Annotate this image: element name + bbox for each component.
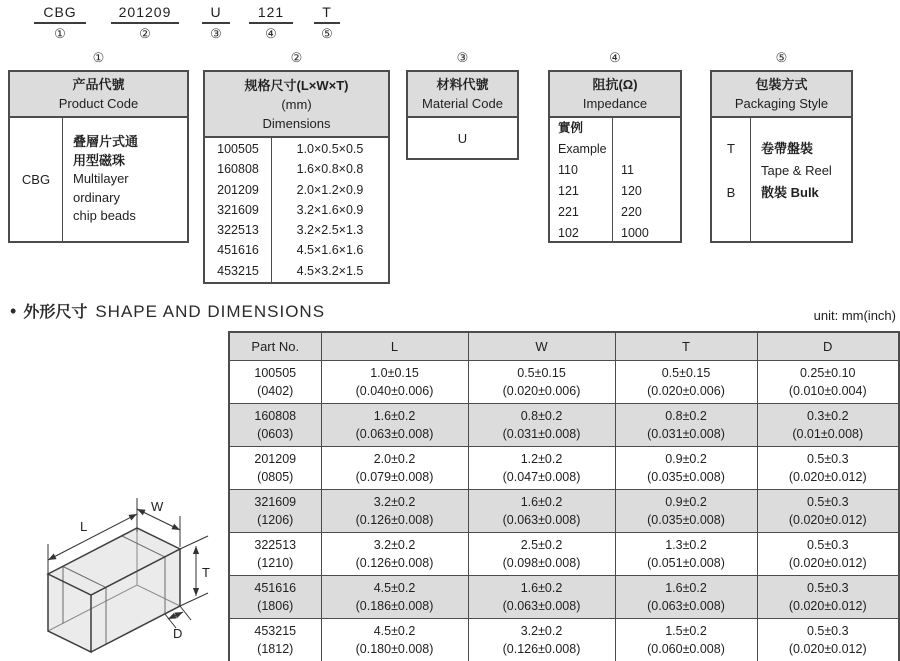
product-code-box	[8, 70, 189, 243]
header-zh: 包裝方式	[755, 77, 808, 92]
spacer	[712, 160, 750, 182]
impedance-code: 121	[558, 184, 579, 198]
impedance-value: 220	[621, 205, 642, 219]
size-code: 453215	[217, 263, 259, 278]
w-cell	[468, 533, 615, 576]
w-cell	[468, 404, 615, 447]
impedance-value: 1000	[621, 226, 649, 240]
part-no-cell	[229, 361, 321, 404]
l-inch: (0.126±0.008)	[355, 513, 434, 527]
code-part-impedance	[249, 4, 293, 42]
section-title-zh: 外形尺寸	[23, 304, 88, 321]
section-title	[10, 299, 325, 322]
dim-label-l: L	[80, 519, 88, 534]
table-row-201209	[229, 447, 899, 490]
desc-line: ordinary	[73, 189, 120, 205]
col-header-part-no: Part No.	[229, 332, 321, 361]
part-no-cell	[229, 404, 321, 447]
bullet-icon: •	[10, 301, 17, 321]
table-row-453215	[229, 619, 899, 661]
unit-note: unit: mm(inch)	[813, 308, 896, 323]
l-cell	[321, 404, 468, 447]
part-no: 321609	[254, 495, 297, 509]
spacer	[613, 118, 680, 139]
impedance-header	[550, 72, 680, 118]
t-inch: (0.063±0.008)	[647, 599, 725, 613]
t-cell	[615, 404, 757, 447]
packaging-code-t: T	[727, 141, 735, 156]
t-inch: (0.060±0.008)	[647, 642, 725, 656]
dim-label-w: W	[151, 499, 164, 514]
w-inch: (0.031±0.008)	[502, 427, 581, 441]
d-cell	[757, 619, 899, 661]
l-inch: (0.186±0.008)	[355, 599, 434, 613]
l-inch: (0.180±0.008)	[355, 642, 434, 656]
size-value: 1.0×0.5×0.5	[296, 141, 364, 156]
t-mm: 0.9±0.2	[665, 452, 707, 466]
table-row-100505	[229, 361, 899, 404]
example-label-zh: 實例	[558, 121, 584, 135]
d-inch: (0.020±0.012)	[788, 599, 867, 613]
l-cell	[321, 490, 468, 533]
product-code-header	[10, 72, 187, 118]
table-row-160808	[229, 404, 899, 447]
part-no-inch: (0603)	[257, 427, 294, 441]
header-zh: 规格尺寸(L×W×T)	[244, 77, 349, 93]
header-zh: 产品代號	[72, 77, 125, 92]
table-row-322513	[229, 533, 899, 576]
box-number-5: ⑤	[775, 50, 788, 65]
size-code: 160808	[217, 162, 259, 177]
shape-dimensions-table	[228, 331, 900, 661]
d-mm: 0.3±0.2	[806, 409, 849, 423]
part-no-inch: (0805)	[257, 470, 294, 484]
l-mm: 4.5±0.2	[373, 624, 416, 638]
size-code: 451616	[217, 243, 259, 258]
size-value-column	[272, 138, 388, 282]
part-no-inch: (0402)	[257, 384, 294, 398]
code-part-packaging	[314, 4, 340, 42]
impedance-code: 102	[558, 226, 579, 240]
t-cell	[615, 490, 757, 533]
w-cell	[468, 361, 615, 404]
impedance-code-column	[550, 118, 613, 241]
box-number-2: ②	[290, 50, 303, 65]
part-no-cell	[229, 447, 321, 490]
l-inch: (0.040±0.006)	[355, 384, 434, 398]
dim-label-t: T	[202, 565, 210, 580]
part-no-inch: (1206)	[257, 513, 294, 527]
box-number-3: ③	[456, 50, 469, 65]
w-inch: (0.020±0.006)	[502, 384, 581, 398]
desc-line: chip beads	[73, 208, 136, 223]
packaging-box	[710, 70, 853, 243]
d-inch: (0.010±0.004)	[788, 384, 867, 398]
col-header-w: W	[468, 332, 615, 361]
size-code: 321609	[217, 202, 259, 217]
size-code: 100505	[217, 141, 259, 156]
material-code-header	[408, 72, 517, 118]
code-part-material	[202, 4, 230, 42]
material-code-box	[406, 70, 519, 160]
l-inch: (0.079±0.008)	[355, 470, 434, 484]
t-inch: (0.020±0.006)	[647, 384, 725, 398]
d-cell	[757, 576, 899, 619]
t-cell	[615, 447, 757, 490]
table-header-row	[229, 332, 899, 361]
w-inch: (0.047±0.008)	[502, 470, 581, 484]
impedance-code: 221	[558, 205, 579, 219]
l-cell	[321, 533, 468, 576]
part-no: 201209	[254, 452, 297, 466]
header-zh: 材料代號	[436, 77, 489, 92]
size-code: 322513	[217, 223, 259, 238]
size-value: 4.5×1.6×1.6	[296, 243, 364, 258]
w-mm: 1.6±0.2	[520, 495, 563, 509]
t-inch: (0.035±0.008)	[647, 470, 725, 484]
chip-bead-diagram	[12, 486, 222, 658]
header-en: Dimensions	[262, 115, 331, 131]
d-mm: 0.5±0.3	[806, 624, 849, 638]
d-cell	[757, 404, 899, 447]
impedance-value: 120	[621, 184, 642, 198]
code-circled-number: ②	[139, 26, 151, 41]
t-mm: 0.8±0.2	[665, 409, 707, 423]
col-header-l: L	[321, 332, 468, 361]
table-row-321609	[229, 490, 899, 533]
desc-line: Multilayer	[73, 171, 129, 186]
w-cell	[468, 619, 615, 661]
impedance-box	[548, 70, 682, 243]
dimensions-box	[203, 70, 390, 284]
spacer	[613, 139, 680, 160]
l-cell	[321, 361, 468, 404]
dim-label-d: D	[173, 626, 183, 641]
w-cell	[468, 447, 615, 490]
l-mm: 3.2±0.2	[373, 495, 416, 509]
w-cell	[468, 490, 615, 533]
l-cell	[321, 619, 468, 661]
header-en: Product Code	[58, 96, 139, 111]
l-mm: 2.0±0.2	[373, 452, 416, 466]
part-no: 322513	[254, 538, 297, 552]
packaging-desc-column	[751, 118, 851, 241]
t-mm: 0.5±0.15	[661, 366, 711, 380]
d-mm: 0.5±0.3	[806, 581, 849, 595]
product-code-value: CBG	[10, 118, 63, 241]
box-number-4: ④	[609, 50, 621, 65]
packaging-desc-b: 散裝 Bulk	[761, 185, 819, 200]
packaging-code-column	[712, 118, 751, 241]
t-mm: 1.3±0.2	[665, 538, 707, 552]
d-cell	[757, 490, 899, 533]
w-mm: 0.5±0.15	[517, 366, 566, 380]
header-mid: (mm)	[281, 96, 312, 112]
t-cell	[615, 576, 757, 619]
box-number-1: ①	[92, 50, 105, 65]
part-no-cell	[229, 576, 321, 619]
w-inch: (0.126±0.008)	[502, 642, 581, 656]
impedance-value: 11	[621, 163, 634, 177]
example-label-en: Example	[558, 142, 607, 156]
code-circled-number: ①	[54, 26, 66, 41]
product-code-description	[63, 118, 187, 241]
l-mm: 1.0±0.15	[370, 366, 419, 380]
t-inch: (0.035±0.008)	[647, 513, 725, 527]
part-no: 100505	[254, 366, 297, 380]
l-inch: (0.063±0.008)	[355, 427, 434, 441]
code-part-size	[111, 4, 179, 42]
code-text: 201209	[111, 4, 179, 24]
d-cell	[757, 447, 899, 490]
size-value: 3.2×2.5×1.3	[296, 223, 364, 238]
w-mm: 1.2±0.2	[520, 452, 563, 466]
code-circled-number: ④	[265, 26, 277, 41]
l-mm: 3.2±0.2	[373, 538, 416, 552]
code-circled-number: ⑤	[321, 26, 333, 41]
d-mm: 0.5±0.3	[806, 452, 849, 466]
part-no-inch: (1806)	[257, 599, 294, 613]
part-no-cell	[229, 619, 321, 661]
part-no-inch: (1812)	[257, 642, 294, 656]
part-no-cell	[229, 533, 321, 576]
part-no-inch: (1210)	[257, 556, 294, 570]
t-cell	[615, 361, 757, 404]
section-title-en: SHAPE AND DIMENSIONS	[95, 302, 326, 321]
col-header-t: T	[615, 332, 757, 361]
w-mm: 3.2±0.2	[520, 624, 563, 638]
code-text: 121	[249, 4, 293, 24]
part-no-cell	[229, 490, 321, 533]
size-value: 2.0×1.2×0.9	[296, 182, 364, 197]
l-inch: (0.126±0.008)	[355, 556, 434, 570]
header-en: Material Code	[422, 96, 503, 111]
d-inch: (0.020±0.012)	[788, 556, 867, 570]
d-mm: 0.5±0.3	[806, 538, 849, 552]
d-cell	[757, 361, 899, 404]
w-inch: (0.063±0.008)	[502, 513, 581, 527]
packaging-desc-t-zh: 卷帶盤裝	[761, 141, 814, 156]
header-en: Impedance	[582, 96, 648, 111]
l-cell	[321, 447, 468, 490]
w-mm: 0.8±0.2	[520, 409, 563, 423]
desc-line: 叠層片式通	[73, 134, 139, 149]
d-inch: (0.020±0.012)	[788, 513, 867, 527]
d-mm: 0.25±0.10	[799, 366, 856, 380]
size-value: 3.2×1.6×0.9	[296, 202, 364, 217]
size-value: 1.6×0.8×0.8	[296, 162, 364, 177]
w-mm: 2.5±0.2	[520, 538, 563, 552]
t-cell	[615, 619, 757, 661]
table-row-451616	[229, 576, 899, 619]
l-mm: 4.5±0.2	[373, 581, 416, 595]
d-cell	[757, 533, 899, 576]
impedance-code: 110	[558, 163, 578, 177]
t-inch: (0.051±0.008)	[647, 556, 725, 570]
part-no: 453215	[254, 624, 297, 638]
d-inch: (0.01±0.008)	[792, 427, 864, 441]
code-text: CBG	[34, 4, 86, 24]
l-cell	[321, 576, 468, 619]
t-mm: 1.6±0.2	[665, 581, 707, 595]
code-part-product	[34, 4, 86, 42]
d-inch: (0.020±0.012)	[788, 642, 867, 656]
d-mm: 0.5±0.3	[806, 495, 849, 509]
code-text: T	[314, 4, 340, 24]
t-mm: 1.5±0.2	[665, 624, 707, 638]
code-text: U	[202, 4, 230, 24]
packaging-header	[712, 72, 851, 118]
size-value: 4.5×3.2×1.5	[296, 263, 364, 278]
size-code-column	[205, 138, 272, 282]
d-inch: (0.020±0.012)	[788, 470, 867, 484]
impedance-value-column	[613, 118, 680, 241]
header-en: Packaging Style	[734, 96, 829, 111]
col-header-d: D	[757, 332, 899, 361]
packaging-code-b: B	[726, 185, 736, 200]
header-zh: 阻抗(Ω)	[592, 77, 638, 92]
t-mm: 0.9±0.2	[665, 495, 707, 509]
code-circled-number: ③	[210, 26, 222, 41]
packaging-desc-t-en: Tape & Reel	[761, 163, 832, 178]
desc-line: 用型磁珠	[73, 152, 126, 168]
w-mm: 1.6±0.2	[520, 581, 563, 595]
size-code: 201209	[217, 182, 259, 197]
part-no: 451616	[254, 581, 297, 595]
part-no: 160808	[254, 409, 297, 423]
l-mm: 1.6±0.2	[373, 409, 416, 423]
w-cell	[468, 576, 615, 619]
w-inch: (0.063±0.008)	[502, 599, 581, 613]
dimensions-header	[205, 72, 388, 138]
w-inch: (0.098±0.008)	[502, 556, 581, 570]
t-cell	[615, 533, 757, 576]
material-code-value: U	[457, 130, 468, 146]
t-inch: (0.031±0.008)	[647, 427, 725, 441]
